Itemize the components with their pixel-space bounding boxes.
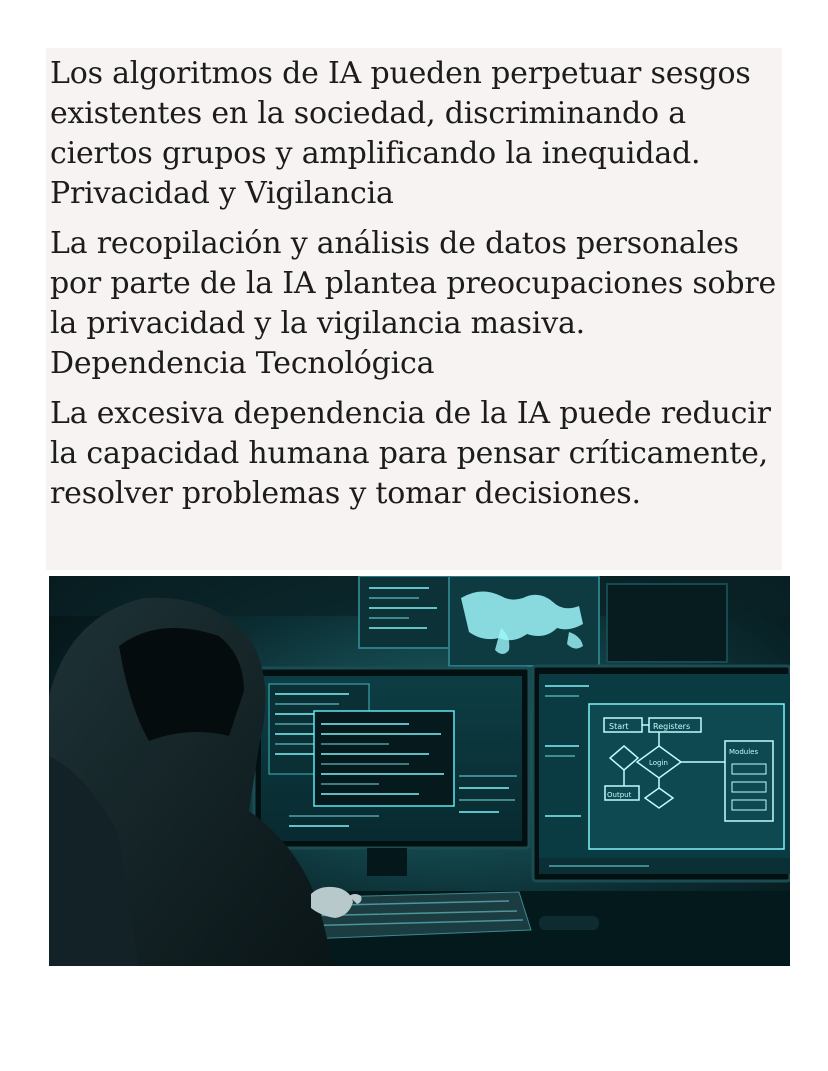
text-line: ciertos grupos y amplificando la inequidad. [50,136,701,171]
flowchart-label-login: Login [649,759,668,767]
hacker-photo [49,576,790,966]
paragraph-privacy [50,224,782,384]
text-line: la capacidad humana para pensar críticamente, [50,436,768,471]
text-line: Los algoritmos de IA pueden perpetuar sesgos [50,56,751,91]
section-heading-dependency: Dependencia Tecnológica [50,346,435,381]
flowchart-monitor [533,666,790,881]
flowchart-label-start: Start [609,722,629,731]
flowchart-label-modules: Modules [729,748,759,756]
text-line: resolver problemas y tomar decisiones. [50,476,641,511]
text-card [46,48,782,570]
hacker-illustration [49,576,790,966]
text-line: La recopilación y análisis de datos personales [50,226,739,261]
text-line: existentes en la sociedad, discriminando a [50,96,686,131]
text-line: por parte de la IA plantea preocupaciones sobre [50,266,777,301]
center-monitor [254,668,529,876]
text-line: La excesiva dependencia de la IA puede reducir [50,396,771,431]
paragraph-bias [50,54,782,214]
mouse-pad [539,916,599,930]
dark-monitor-right [607,584,727,662]
top-left-monitor [359,576,449,648]
paragraph-dependency [50,394,782,514]
flowchart-label-output: Output [607,791,632,799]
flowchart-label-registers: Registers [653,722,691,731]
world-map-monitor [449,576,599,666]
section-heading-privacy: Privacidad y Vigilancia [50,176,394,211]
text-line: la privacidad y la vigilancia masiva. [50,306,585,341]
